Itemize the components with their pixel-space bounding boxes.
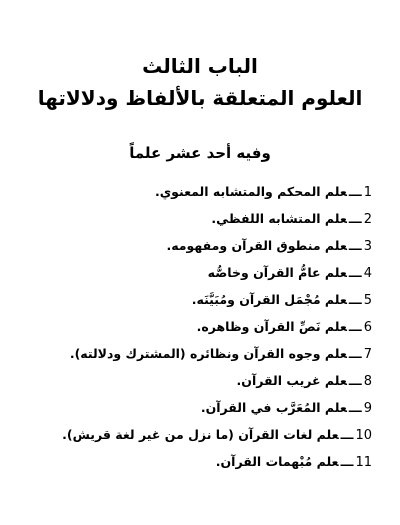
item-number: 11 — [355, 455, 372, 470]
list-item — [20, 448, 372, 475]
item-text: علم نَصِّ القرآن وظاهره. — [196, 319, 347, 334]
item-dash: ـــ — [340, 427, 354, 442]
item-number: 5 — [363, 293, 372, 308]
item-dash: ـــ — [348, 292, 362, 307]
item-dash: ـــ — [348, 184, 362, 199]
list-item — [20, 205, 372, 232]
item-text: علم المُعَرَّب في القرآن. — [200, 400, 347, 415]
item-number: 7 — [363, 347, 372, 362]
list-item — [20, 421, 372, 448]
item-text: علم وجوه القرآن ونظائره (المشترك ودلالته). — [69, 346, 347, 361]
item-number: 9 — [363, 401, 372, 416]
chapter-title: الباب الثالث — [142, 54, 258, 78]
item-text: علم المتشابه اللفظي. — [211, 211, 347, 226]
list-item — [20, 286, 372, 313]
item-dash: ـــ — [348, 238, 362, 253]
item-dash: ـــ — [340, 454, 354, 469]
item-text: علم لغات القرآن (ما نزل من غير لغة قريش). — [62, 427, 339, 442]
chapter-subtitle: العلوم المتعلقة بالألفاظ ودلالاتها — [37, 86, 363, 110]
list-item — [20, 313, 372, 340]
item-dash: ـــ — [348, 400, 362, 415]
list-item — [20, 259, 372, 286]
list-item — [20, 367, 372, 394]
item-text: علم غريب القرآن. — [236, 373, 347, 388]
topics-list — [20, 178, 372, 475]
item-number: 8 — [363, 374, 372, 389]
item-dash: ـــ — [348, 346, 362, 361]
item-text: علم عامُّ القرآن وخاصُّه — [207, 265, 347, 280]
item-dash: ـــ — [348, 373, 362, 388]
item-text: علم المحكم والمتشابه المعنوي. — [154, 184, 347, 199]
item-text: علم مُجْمَل القرآن ومُبَيَّنَه. — [191, 292, 347, 307]
item-number: 3 — [363, 239, 372, 254]
item-number: 1 — [363, 185, 372, 200]
list-item — [20, 340, 372, 367]
item-text: علم مُبْهمات القرآن. — [215, 454, 339, 469]
item-number: 4 — [363, 266, 372, 281]
list-item — [20, 232, 372, 259]
item-dash: ـــ — [348, 319, 362, 334]
item-dash: ـــ — [348, 265, 362, 280]
item-text: علم منطوق القرآن ومفهومه. — [166, 238, 347, 253]
item-dash: ـــ — [348, 211, 362, 226]
item-number: 2 — [363, 212, 372, 227]
item-number: 6 — [363, 320, 372, 335]
chapter-intro: وفيه أحد عشر علماً — [129, 144, 271, 162]
item-number: 10 — [355, 428, 372, 443]
list-item — [20, 178, 372, 205]
list-item — [20, 394, 372, 421]
